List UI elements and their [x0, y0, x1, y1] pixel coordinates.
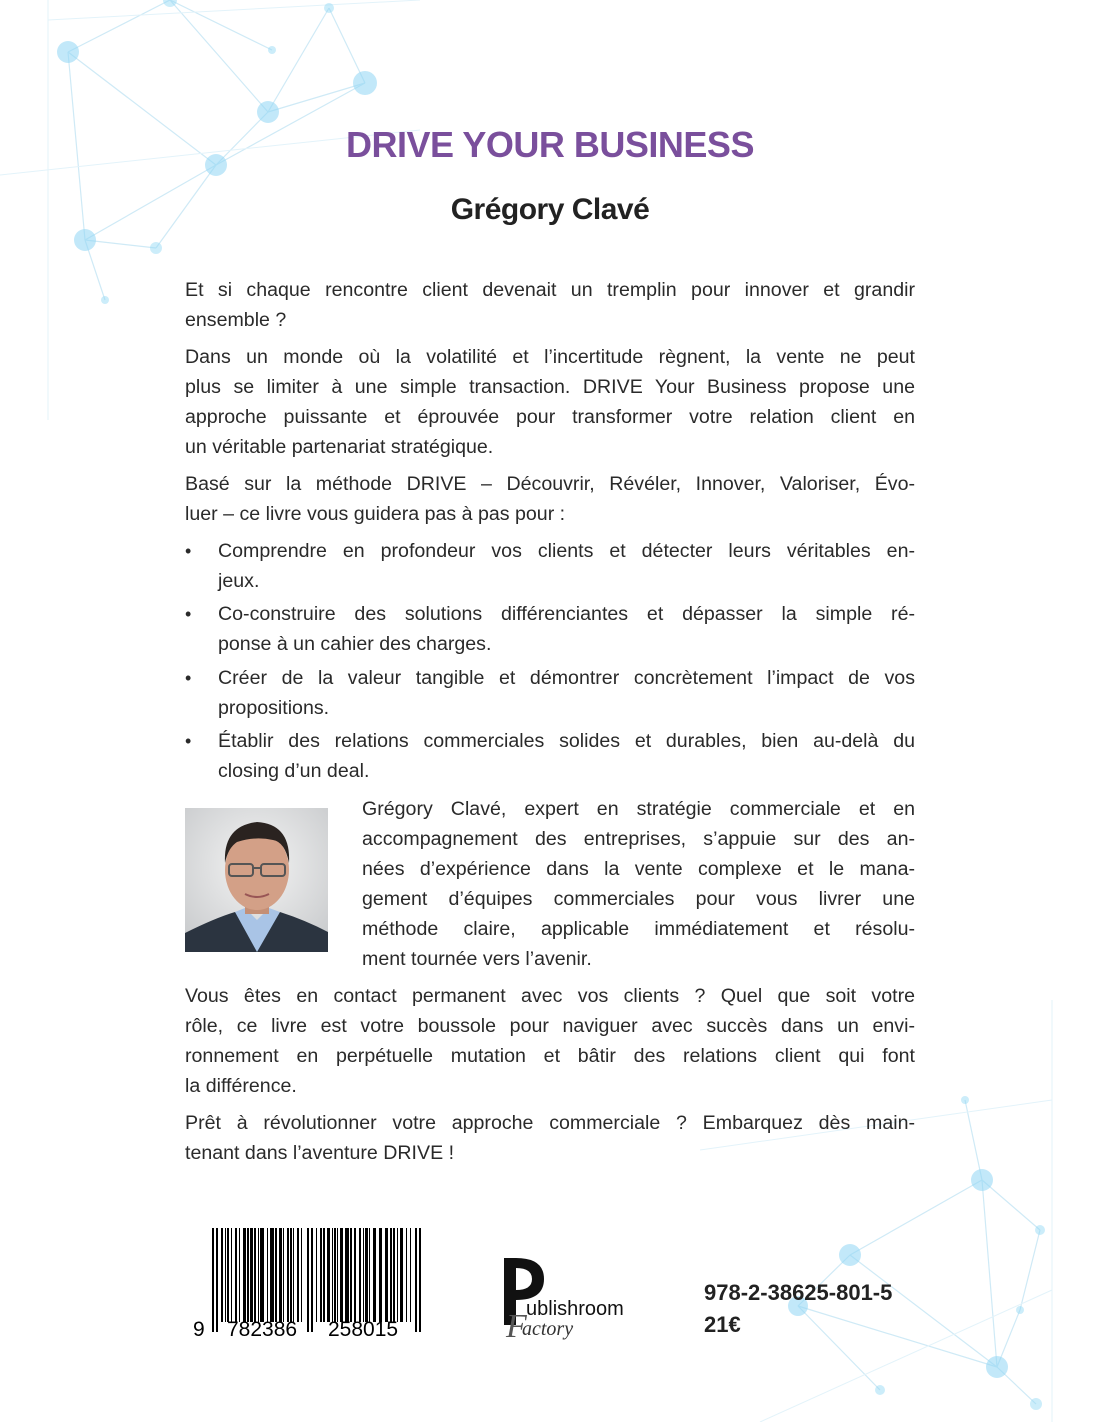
- network-node: [1016, 1306, 1024, 1314]
- barcode-bar: [283, 1228, 284, 1322]
- text-line: plus se limiter à une simple transaction. DRIVE Your Business propose une: [185, 376, 915, 398]
- text-line: ponse à un cahier des charges.: [218, 633, 492, 655]
- network-node: [875, 1385, 885, 1395]
- barcode-bar: [320, 1228, 322, 1322]
- network-line: [170, 0, 272, 50]
- text-line: approche puissante et éprouvée pour transformer votre relation client en: [185, 406, 915, 428]
- barcode-bar: [373, 1228, 376, 1322]
- text-line: luer – ce livre vous guidera pas à pas pour :: [185, 503, 566, 525]
- text-line: rôle, ce livre est votre boussole pour naviguer avec succès dans un envi-: [185, 1015, 915, 1037]
- barcode-bar: [227, 1228, 229, 1322]
- text-line: Comprendre en profondeur vos clients et détecter leurs véritables en-: [218, 540, 915, 562]
- barcode-bar: [270, 1228, 274, 1322]
- barcode-bar: [337, 1228, 338, 1322]
- barcode-guard: [212, 1228, 214, 1332]
- barcode-bar: [260, 1228, 264, 1322]
- network-line: [850, 1180, 982, 1255]
- text-line: Grégory Clavé, expert en stratégie commerciale et en: [362, 798, 915, 820]
- barcode-bar: [301, 1228, 302, 1322]
- logo-text-factory: actory: [522, 1318, 574, 1340]
- barcode-bar: [350, 1228, 352, 1322]
- barcode-bar: [243, 1228, 246, 1322]
- bullet-icon: •: [185, 731, 192, 751]
- text-line: nées d’expérience dans la vente complexe et le mana-: [362, 858, 915, 880]
- text-line: un véritable partenariat stratégique.: [185, 436, 494, 458]
- barcode-bar: [323, 1228, 325, 1322]
- network-node: [101, 296, 109, 304]
- text-line: méthode claire, applicable immédiatement et résolu-: [362, 918, 915, 940]
- barcode-bar: [279, 1228, 282, 1322]
- barcode-bar: [340, 1228, 343, 1322]
- text-line: accompagnement des entreprises, s’appuie sur des an-: [362, 828, 915, 850]
- barcode-guard: [216, 1228, 218, 1332]
- network-node: [257, 101, 279, 123]
- paragraph: [185, 1108, 915, 1168]
- barcode-guard: [415, 1228, 417, 1332]
- network-node: [986, 1356, 1008, 1378]
- network-line: [1020, 1230, 1040, 1310]
- network-line: [68, 0, 170, 52]
- barcode-bar: [293, 1228, 294, 1322]
- text-line: Basé sur la méthode DRIVE – Découvrir, Révéler, Innover, Valoriser, Évo-: [185, 473, 915, 495]
- network-line: [170, 0, 268, 112]
- barcode-bar: [316, 1228, 317, 1322]
- barcode-bar: [327, 1228, 330, 1322]
- price: 21€: [704, 1312, 741, 1337]
- barcode-guard: [307, 1228, 309, 1332]
- barcode-bar: [297, 1228, 299, 1322]
- barcode-bar: [385, 1228, 388, 1322]
- network-line: [850, 1255, 997, 1367]
- text-line: Prêt à révolutionner votre approche commerciale ? Embarquez dès main-: [185, 1112, 915, 1134]
- publisher-logo: [500, 1255, 640, 1345]
- book-author: Grégory Clavé: [450, 193, 650, 226]
- barcode-bar: [345, 1228, 349, 1322]
- barcode-bar: [400, 1228, 403, 1322]
- barcode-bar: [221, 1228, 223, 1322]
- author-bio: [362, 794, 915, 974]
- bullet-item: [185, 726, 915, 786]
- text-line: la différence.: [185, 1075, 297, 1097]
- barcode-bar: [410, 1228, 411, 1322]
- barcode-digits: 782386: [227, 1318, 298, 1341]
- book-title: DRIVE YOUR BUSINESS: [346, 124, 754, 165]
- barcode-bar: [258, 1228, 259, 1322]
- logo-text-publishroom: ublishroom: [526, 1298, 624, 1320]
- paragraph: [185, 275, 915, 335]
- barcode-bar: [231, 1228, 232, 1322]
- barcode-bar: [390, 1228, 392, 1322]
- barcode-bar: [369, 1228, 370, 1322]
- barcode-bar: [332, 1228, 333, 1322]
- barcode-bar: [359, 1228, 361, 1322]
- text-line: Établir des relations commerciales solides et durables, bien au-delà du: [218, 730, 915, 752]
- barcode-bar: [267, 1228, 268, 1322]
- barcode-bar: [363, 1228, 364, 1322]
- barcode-bar: [406, 1228, 407, 1322]
- barcode-bar: [254, 1228, 256, 1322]
- bullet-item: [185, 536, 915, 596]
- text-line: tenant dans l’aventure DRIVE !: [185, 1142, 455, 1164]
- bullet-item: [185, 663, 915, 723]
- svg-text:F: F: [506, 1308, 527, 1345]
- network-node: [150, 242, 162, 254]
- barcode-bar: [334, 1228, 336, 1322]
- text-line: propositions.: [218, 697, 330, 719]
- barcode-bar: [239, 1228, 240, 1322]
- barcode-bar: [365, 1228, 368, 1322]
- isbn-number: 978-2-38625-801-5: [704, 1280, 893, 1305]
- barcode-bar: [247, 1228, 249, 1322]
- text-line: jeux.: [218, 570, 260, 592]
- barcode-bar: [225, 1228, 226, 1322]
- barcode-bar: [287, 1228, 289, 1322]
- text-line: Dans un monde où la volatilité et l’incertitude règnent, la vente ne peut: [185, 346, 915, 368]
- barcode-bar: [235, 1228, 237, 1322]
- network-node: [839, 1244, 861, 1266]
- network-node: [74, 229, 96, 251]
- text-line: Créer de la valeur tangible et démontrer concrètement l’impact de vos: [218, 667, 915, 689]
- bullet-icon: •: [185, 541, 192, 561]
- network-line: [329, 8, 365, 83]
- paragraph: [185, 342, 915, 462]
- barcode-digits: 258015: [328, 1318, 399, 1341]
- barcode-bar: [290, 1228, 292, 1322]
- text-line: closing d’un deal.: [218, 760, 370, 782]
- barcode-guard: [419, 1228, 421, 1332]
- network-node: [353, 71, 377, 95]
- paragraph: [185, 469, 915, 529]
- bullet-item: [185, 599, 915, 659]
- network-node: [1030, 1398, 1042, 1410]
- barcode-bar: [393, 1228, 395, 1322]
- text-line: Co-construire des solutions différenciantes et dépasser la simple ré-: [218, 603, 915, 625]
- barcode-digits: 9: [193, 1318, 205, 1341]
- bullet-icon: •: [185, 668, 192, 688]
- network-node: [971, 1169, 993, 1191]
- text-line: ronnement en perpétuelle mutation et bâtir des relations client qui font: [185, 1045, 915, 1067]
- network-line: [982, 1180, 1040, 1230]
- network-line: [982, 1180, 997, 1367]
- text-line: Vous êtes en contact permanent avec vos clients ? Quel que soit votre: [185, 985, 915, 1007]
- text-line: Et si chaque rencontre client devenait un tremplin pour innover et grandir: [185, 279, 915, 301]
- network-node: [961, 1096, 969, 1104]
- text-line: gement d’équipes commerciales pour vous livrer une: [362, 888, 915, 910]
- barcode-bar: [275, 1228, 277, 1322]
- barcode-bar: [250, 1228, 253, 1322]
- barcode-bar: [354, 1228, 356, 1322]
- network-node: [57, 41, 79, 63]
- network-node: [1035, 1225, 1045, 1235]
- network-node: [268, 46, 276, 54]
- paragraph: [185, 981, 915, 1101]
- barcode-bar: [397, 1228, 398, 1322]
- bullet-icon: •: [185, 604, 192, 624]
- barcode-guard: [311, 1228, 313, 1332]
- text-line: ment tournée vers l’avenir.: [362, 948, 592, 970]
- barcode-bar: [379, 1228, 382, 1322]
- isbn-barcode: [190, 1226, 430, 1341]
- network-node: [324, 3, 334, 13]
- text-line: ensemble ?: [185, 309, 287, 331]
- network-line: [48, 0, 420, 20]
- author-photo: [185, 808, 328, 952]
